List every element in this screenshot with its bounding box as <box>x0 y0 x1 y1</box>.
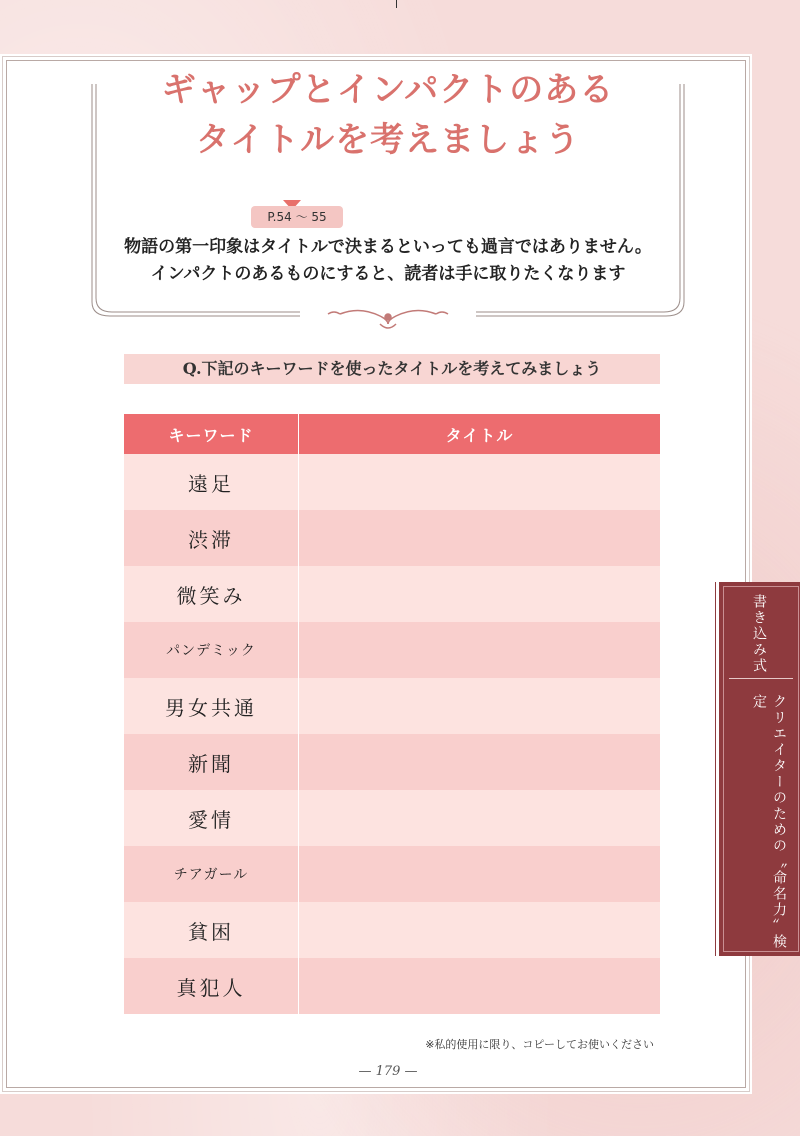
table-row <box>124 958 660 1014</box>
title-input-cell[interactable] <box>299 454 661 510</box>
side-tab-label-workbook: 書き込み式 <box>751 594 767 674</box>
table-row <box>124 790 660 846</box>
crop-mark <box>396 0 397 8</box>
table-row <box>124 510 660 566</box>
page-title-line1: ギャップとインパクトのある <box>161 70 615 110</box>
keyword-cell: 真犯人 <box>124 958 299 1014</box>
page-number: — 179 — <box>358 1064 418 1079</box>
title-input-cell[interactable] <box>299 846 661 902</box>
header-title: タイトル <box>299 414 661 454</box>
page-title-line2: タイトルを考えましょう <box>195 120 581 160</box>
page-reference-badge: P.54 〜 55 <box>251 206 343 228</box>
title-input-cell[interactable] <box>299 566 661 622</box>
table-row <box>124 566 660 622</box>
title-input-cell[interactable] <box>299 678 661 734</box>
keyword-cell: 遠足 <box>124 454 299 510</box>
table-row <box>124 846 660 902</box>
keyword-cell: チアガール <box>124 846 299 902</box>
title-input-cell[interactable] <box>299 902 661 958</box>
table-row <box>124 734 660 790</box>
keyword-title-table <box>124 414 660 1014</box>
header-keyword: キーワード <box>124 414 299 454</box>
title-input-cell[interactable] <box>299 510 661 566</box>
copy-note: ※私的使用に限り、コピーしてお使いください <box>425 1038 654 1051</box>
title-input-cell[interactable] <box>299 734 661 790</box>
flourish-ornament <box>328 310 448 328</box>
keyword-cell: 愛情 <box>124 790 299 846</box>
keyword-cell: 渋滞 <box>124 510 299 566</box>
intro-text-line1: 物語の第一印象はタイトルで決まるといっても過言ではありません。 <box>124 237 652 257</box>
table-row <box>124 678 660 734</box>
question-banner: Q.下記のキーワードを使ったタイトルを考えてみましょう <box>124 354 660 384</box>
title-input-cell[interactable] <box>299 622 661 678</box>
table-header-row <box>124 414 660 454</box>
keyword-cell: 微笑み <box>124 566 299 622</box>
side-index-tab <box>716 582 800 956</box>
table-row <box>124 454 660 510</box>
title-input-cell[interactable] <box>299 790 661 846</box>
keyword-cell: 新聞 <box>124 734 299 790</box>
intro-text-line2: インパクトのあるものにすると、読者は手に取りたくなります <box>150 264 626 284</box>
side-tab-divider <box>729 678 793 679</box>
table-row <box>124 902 660 958</box>
title-input-cell[interactable] <box>299 958 661 1014</box>
side-tab-label-series: クリエイターのための〝命名力〟検定 <box>751 694 787 950</box>
table-row <box>124 622 660 678</box>
keyword-cell: パンデミック <box>124 622 299 678</box>
keyword-cell: 男女共通 <box>124 678 299 734</box>
keyword-cell: 貧困 <box>124 902 299 958</box>
